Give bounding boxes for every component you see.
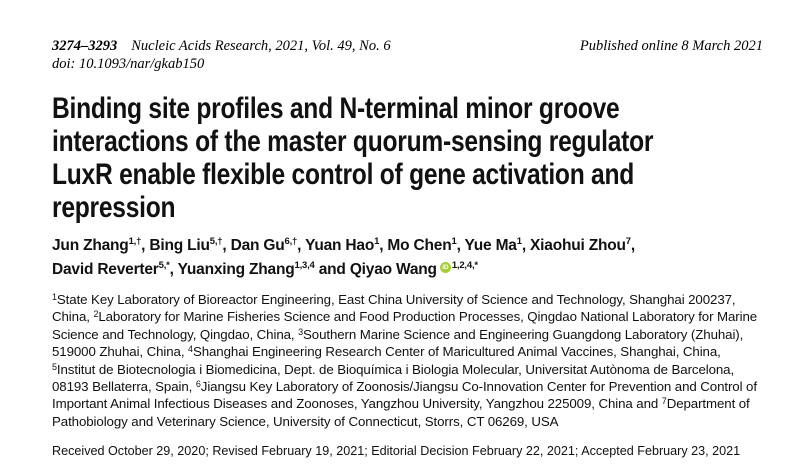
author-list bbox=[52, 234, 763, 282]
author-list-line-1: Jun Zhang$^{1,\dagger}$, Bing Liu$^{5,\dagger}$, Dan $Gu^{6,\dagger}$, Yuan Hao$^1$, Mo Chen$^1$, Yue Ma$^1$, Xiaohui Zhou$^7$, bbox=[52, 236, 635, 254]
journal-doi: doi: 10.1093/nar/gkab150 bbox=[52, 56, 205, 72]
author-list-line-2: David Reverter$^{5,*}$, Yuanxing Zhang$^{1,3,4}$ and Qiyao Wang iD $^{1,2,4,*}$ bbox=[52, 260, 478, 278]
journal-citation-line bbox=[52, 37, 391, 55]
article-title bbox=[52, 92, 654, 224]
journal-header-left bbox=[52, 37, 391, 73]
article-title-line: interactions of the master quorum-sensing regulator bbox=[52, 125, 654, 158]
article-title-line: Binding site profiles and N-terminal minor groove bbox=[52, 92, 620, 125]
journal-name: Nucleic Acids Research, 2021, Vol. 49, No. 6 bbox=[131, 38, 391, 54]
affiliations-paragraph: $^1$State Key Laboratory of Bioreactor Engineering, East China University of Science and Technology, Shanghai 200237, China, $^2$Laboratory for Marine Fisheries Science and Food Production Processes, Qingdao National Laboratory for Marine Science and Technology, Qingdao, China, $^3$Southern Marine Science and Engineering Guangdong Laboratory (Zhuhai), 519000 Zhuhai, China, $^4$Shanghai Engineering Research Center of Maricultured Animal Vaccines, Shanghai, China, $^5$Institut de Biotecnologia i Biomedicina, Dept. de Bioquímica i Biologia Molecular, Universitat Autònoma de Barcelona, 08193 Bellaterra, Spain, $^6$Jiangsu Key Laboratory of Zoonosis/Jiangsu Co-Innovation Center for Prevention and Control of Important Animal Infectious Diseases and Zoonoses, Yangzhou University, Yangzhou 225009, China and $^7$Department of Pathobiology and Veterinary Science, University of Connecticut, Storrs, CT 06269, USA bbox=[52, 292, 758, 429]
published-date: Published online 8 March 2021 bbox=[579, 38, 763, 54]
orcid-icon: iD bbox=[440, 262, 451, 273]
article-title-line: LuxR enable flexible control of gene activation and bbox=[52, 158, 635, 191]
page-range: 3274–3293 bbox=[52, 38, 118, 54]
journal-header bbox=[52, 37, 763, 73]
article-title-line: repression bbox=[52, 191, 176, 224]
article-history-dates: Received October 29, 2020; Revised February 19, 2021; Editorial Decision February 22, 2021; Accepted February 23, 2021 bbox=[52, 444, 741, 459]
